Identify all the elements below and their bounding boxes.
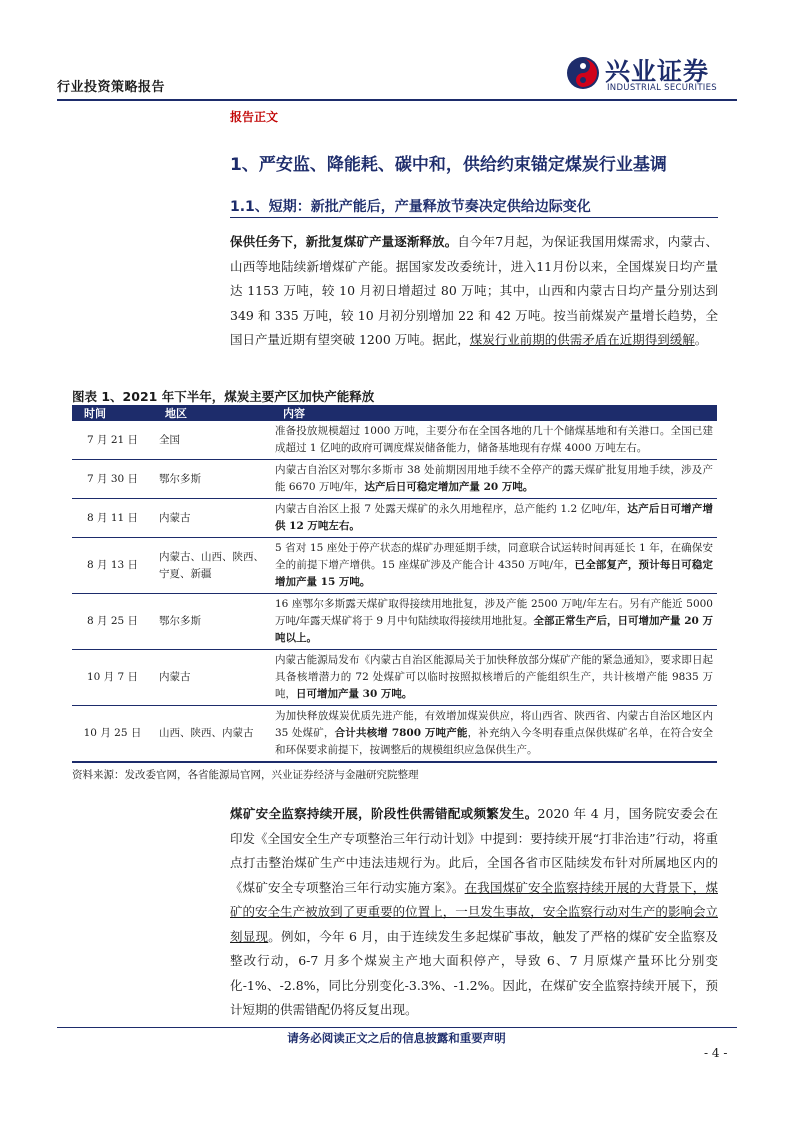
cell-time: 8 月 11 日	[72, 499, 153, 538]
cell-content	[271, 594, 717, 650]
table-row	[72, 538, 717, 594]
footer-divider	[57, 1027, 737, 1028]
cell-content-text: 准备投放规模超过 1000 万吨，主要分布在全国各地的几十个储煤基地和有关港口。全国已建成超过 1 亿吨的政府可调度煤炭储备能力，储备基地现有存煤 4000 万吨左右。	[275, 425, 713, 454]
cell-time: 8 月 25 日	[72, 594, 153, 650]
table-row	[72, 650, 717, 706]
cell-content-text: 5 省对 15 座处于停产状态的煤矿办理延期手续，同意联合试运转时间再延长 1 年，在确保安全的前提下增产增供。15 座煤矿涉及产能合计 4350 万吨/年，	[275, 542, 713, 571]
cell-content-bold: 已全部复产，预计每日可稳定增加产量 15 万吨。	[275, 559, 714, 588]
para2-underlined: 在我国煤矿安全监察持续开展的大背景下，煤矿的安全生产被放到了更重要的位置上，一旦发生事故，安全监察行动对生产的影响会立刻显现	[230, 879, 718, 944]
cell-content	[271, 421, 717, 460]
cell-content-text: 内蒙古自治区上报 7 处露天煤矿的永久用地程序，总产能约 1.2 亿吨/年，	[275, 503, 628, 515]
cell-region: 内蒙古	[153, 650, 271, 706]
table-row	[72, 421, 717, 460]
logo-chinese-name: 兴业证券	[605, 57, 710, 86]
para2-body: 2020 年 4 月，国务院安委会在印发《全国安全生产专项整治三年行动计划》中提到：要持续开展“打非治违”行动，将重点打击整治煤矿生产中违法违规行为。此后，全国各省市区陆续发布针对所属地区内的《煤矿安全专项整治三年行动实施方案》。	[230, 806, 718, 895]
cell-content-text: 为加快释放煤炭优质先进产能，有效增加煤炭供应，将山西省、陕西省、内蒙古自治区地区内 35 处煤矿，	[275, 710, 713, 739]
column-header-content: 内容	[271, 405, 717, 421]
cell-time: 7 月 30 日	[72, 460, 153, 499]
cell-time: 10 月 7 日	[72, 650, 153, 706]
report-type-label: 行业投资策略报告	[57, 80, 166, 95]
cell-content	[271, 650, 717, 706]
cell-time: 8 月 13 日	[72, 538, 153, 594]
page-number: - 4 -	[704, 1046, 728, 1060]
cell-region: 鄂尔多斯	[153, 594, 271, 650]
cell-content-bold: 合计共核增 7800 万吨产能	[334, 727, 468, 739]
cell-region: 内蒙古、山西、陕西、宁夏、新疆	[153, 538, 271, 594]
capacity-release-table	[72, 405, 717, 763]
footer-disclaimer-notice: 请务必阅读正文之后的信息披露和重要声明	[287, 1031, 506, 1045]
figure-title: 图表 1、2021 年下半年，煤炭主要产区加快产能释放	[72, 389, 375, 404]
table-header-row	[72, 405, 717, 421]
cell-region: 内蒙古	[153, 499, 271, 538]
figure-source: 资料来源：发改委官网，各省能源局官网，兴业证券经济与金融研究院整理	[72, 769, 419, 781]
heading-level-1: 1、严安监、降能耗、碳中和，供给约束锚定煤炭行业基调	[230, 155, 667, 175]
heading-2-underline	[230, 217, 718, 218]
cell-content-bold: 日可增加产量 30 万吨。	[296, 688, 413, 700]
column-header-region: 地区	[153, 405, 271, 421]
cell-region: 全国	[153, 421, 271, 460]
paragraph-safety-inspection	[230, 802, 718, 1023]
para1-end: 。	[694, 332, 708, 347]
table-row	[72, 706, 717, 763]
cell-content-bold: 达产后日可稳定增加产量 20 万吨。	[364, 481, 534, 493]
paragraph-supply-release	[230, 230, 718, 353]
cell-content-bold: 达产后日可增产增供 12 万吨左右。	[275, 503, 713, 532]
cell-content-text-after: ，补充纳入今冬明春重点保供煤矿名单，在符合安全和环保要求前提下，按调整后的规模组织应急保供生产。	[275, 727, 714, 756]
heading-level-2: 1.1、短期：新批产能后，产量释放节奏决定供给边际变化	[230, 199, 591, 215]
table-row	[72, 594, 717, 650]
cell-content-text: 内蒙古自治区对鄂尔多斯市 38 处前期因用地手续不全停产的露天煤矿批复用地手续，涉及产能 6670 万吨/年，	[275, 464, 713, 493]
company-logo	[565, 52, 740, 98]
cell-content	[271, 499, 717, 538]
para1-body: 自今年7月起，为保证我国用煤需求，内蒙古、山西等地陆续新增煤矿产能。据国家发改委统计，进入11月份以来，全国煤炭日均产量达 1153 万吨，较 10 月初日增超过 80 万吨；其中，山西和内蒙古日均产量分别达到 349 和 335 万吨，较 10 月初分别增加 22 和 42 万吨。按当前煤炭产量增长趋势，全国日产量近期有望突破 1200 万吨。据此，	[230, 234, 718, 347]
para2-lead: 煤矿安全监察持续开展，阶段性供需错配或频繁发生。	[230, 806, 538, 821]
logo-english-name: INDUSTRIAL SECURITIES	[607, 83, 717, 93]
para1-underlined: 煤炭行业前期的供需矛盾在近期得到缓解	[469, 332, 695, 347]
cell-time: 10 月 25 日	[72, 706, 153, 763]
logo-emblem-icon	[565, 55, 601, 91]
cell-content-text: 16 座鄂尔多斯露天煤矿取得接续用地批复，涉及产能 2500 万吨/年左右。另有产能近 5000 万吨/年露天煤矿将于 9 月中旬陆续取得接续用地批复。	[275, 598, 713, 627]
cell-region: 鄂尔多斯	[153, 460, 271, 499]
header-divider	[57, 99, 737, 101]
cell-time: 7 月 21 日	[72, 421, 153, 460]
cell-region: 山西、陕西、内蒙古	[153, 706, 271, 763]
column-header-time: 时间	[72, 405, 153, 421]
para1-lead: 保供任务下，新批复煤矿产量逐渐释放。	[230, 234, 458, 249]
cell-content	[271, 706, 717, 763]
cell-content-text: 内蒙古能源局发布《内蒙古自治区能源局关于加快释放部分煤矿产能的紧急通知》，要求即日起具备核增潜力的 72 处煤矿可以临时按照拟核增后的产能组织生产，共计核增产能 9835 万吨，	[275, 654, 713, 700]
section-label: 报告正文	[230, 110, 279, 124]
table-row	[72, 460, 717, 499]
cell-content	[271, 460, 717, 499]
cell-content	[271, 538, 717, 594]
para2-end: 。例如，今年 6 月，由于连续发生多起煤矿事故，触发了严格的煤矿安全监察及整改行动，6-7 月多个煤炭主产地大面积停产，导致 6、7 月原煤产量环比分别变化-1%、-2.8%，同比分别变化-3.3%、-1.2%。因此，在煤矿安全监察持续开展下，预计短期的供需错配仍将反复出现。	[230, 928, 718, 1017]
table-row	[72, 499, 717, 538]
cell-content-bold: 全部正常生产后，日可增加产量 20 万吨以上。	[275, 615, 713, 644]
